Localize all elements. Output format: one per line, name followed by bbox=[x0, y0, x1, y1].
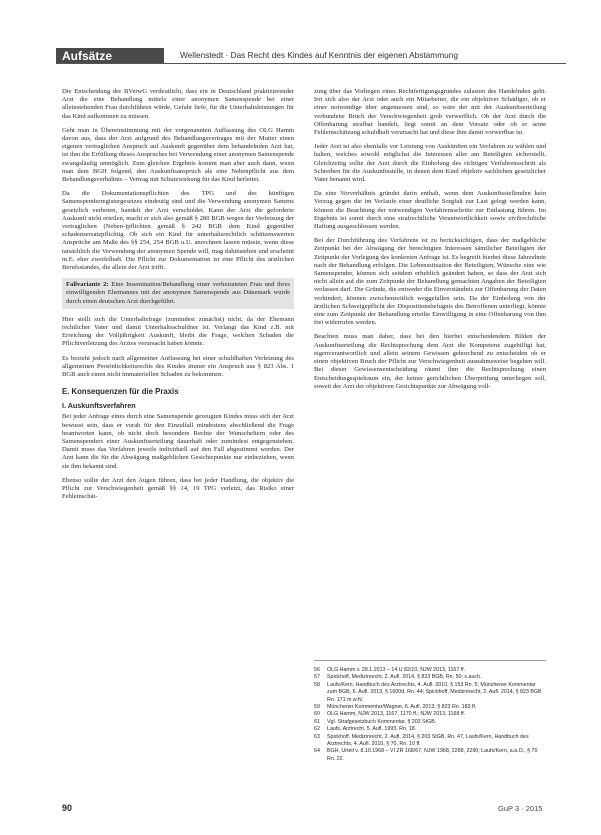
footnote-number: 56 bbox=[314, 667, 320, 673]
footnote bbox=[314, 682, 546, 704]
body-paragraph: Bei jeder Anfrage eines durch eine Samenspende gezeugten Kindes muss sich der Arzt bewusst sein, dass er vorab für den Einzelfall mindestens abschließend die Frage beantworten kann, ob nicht doch besondere Rechte der Wunscheltern oder des Samenspenders einer Auskunftserteilung dauerhaft oder zumindest entgegenstehen. Damit muss das Verfahren jeweils individuell auf den Fall abgestimmt werden. Der Arzt kann die für die Abwägung maßgeblichen Gesichtspunkte nur einbeziehen, wenn sie ihm bekannt sind. bbox=[62, 413, 294, 470]
body-paragraph: Jeder Arzt ist also ebenfalls vor Leistung von Auskünften ein Verfahren zu wählen und halten, welches sowohl möglichst die Interessen aller am Beteiligten sicherstellt. Gleichzeitig sollte der Arzt durch die Einholung des richtigen Verfahrensschritt als Schreiben für die Auskunftsstelle, in denen dem Kind objektiv sachlichen gesetzlicher Vater benannt wird. bbox=[314, 143, 546, 184]
body-paragraph: Da eine Vorverhältnis gründet darin enthalt, wenn dem Auskunftsstellenden kein Verzug gegen die im Verlaufe einer deutliche Sorgfalt zur Last gelegt werden kann, können die Beachtung der notwendigen Verfahrensschritte zur Entlastung führen. Im Ergebnis ist somit durch eine strafrechtliche Verantwortlichkeit sowie zivilrechtliche Haftung ausgeschlossen werden. bbox=[314, 190, 546, 231]
footnote bbox=[314, 711, 546, 718]
left-column bbox=[62, 88, 294, 507]
footnote bbox=[314, 667, 546, 674]
footnote bbox=[314, 719, 546, 726]
body-paragraph: Es bezieht jedoch nach allgemeiner Auffassung bei einer schuldhaften Verletzung des allgemeinen Persönlichkeitsrechts des Kindes immer ein Anspruch aus § 823 Abs. 1 BGB auch einen nicht immateriellen Schaden zu bekommen. bbox=[62, 354, 294, 379]
footnote-text: OLG Hamm, NJW 2013, 1167, 1170 ff.; NJW 2013, 1168 ff. bbox=[327, 711, 466, 718]
journal-issue: GuP 3 · 2015 bbox=[498, 804, 543, 813]
body-paragraph: Da die Dokumentationspflichten des TPG und des künftigen Samenspenderregistergesetzes eindeutig sind und die Verwendung anonymen Samens gesetzlich verboten, handelt der Arzt verschuldet. Kann der Arzt die geforderte Auskunft nicht erteilen, macht er sich also gemäß § 280 BGB wegen der Verletzung der vertraglichen (Neben-)pflichten gemäß § 242 BGB dem Kind gegenüber schadensersatzpflichtig. Ob sich ein Kind für unterhaltsrechtlich schützenswerten Ansprüche am Maße des §§ 254, 254 BGB u.U. anrechnen lassen müsste, wenn diese tatsächlich die Verwendung der anonymen Spende will, mag dahinstehen und erscheint m.E. eher zweifelhaft. Die Pflicht zur Dokumentation ist eine Pflicht des ärztlichen Berufsstandes, die allein der Arzt trifft. bbox=[62, 190, 294, 272]
footnote-number: 62 bbox=[314, 726, 320, 733]
case-variant-text: Eine Insemination/Behandlung einer verheirateten Frau und ihres einwilligenden Ehemannes mit der anonymen Samenspende aus Dänemark wurde durch einen deutschen Arzt durchgeführt. bbox=[66, 281, 290, 305]
footnote-text: Vgl. Strafgesetzbuch Kommentar, § 203 StGB. bbox=[327, 718, 437, 725]
footnote bbox=[314, 704, 546, 711]
footnotes bbox=[314, 660, 546, 763]
case-variant-box bbox=[62, 278, 294, 309]
body-paragraph: zung über das Vorliegen eines Rechtfertigungsgrundes zulasten des Handelnden geht. Irrt sich also der Arzt oder auch ein Mitarbeiter, die ein objektiver Schädiger, ob er einer notwendige über angemessen sind, so wäre der mit der Auskunftserteilung verbundene Bruch der Verschwiegenheit grob verwerflich. Ob der Arzt durch die Offenbarung strafbar handelt, liegt somit an dem Vorsatz oder ob er seine Fehleinschätzung schuldhaft verursacht hat und diese ihm damit vorwerfbar ist. bbox=[314, 88, 546, 137]
header-rule bbox=[56, 63, 566, 64]
footnote bbox=[314, 734, 546, 749]
right-column bbox=[314, 88, 546, 397]
footnote bbox=[314, 674, 546, 681]
footnote-number: 57 bbox=[314, 674, 320, 681]
footnote-text: Münchener Kommentar/Wagner, 6. Aufl. 2013, § 823 Rn. 183 ff. bbox=[327, 704, 477, 711]
running-header bbox=[56, 48, 566, 64]
body-paragraph: Beachten muss man daher, dass bei den hierbei entscheidendem Bilden der Auskunftserteilung die Rechtsprechung dem Arzt die Kompetenz zugebilligt hat, eigenverantwortlich und allein seinem Gewissen gehorchend zu entscheiden ob er einen objektiven Bruch der Pflicht zur Verschwiegenheit ausnahmsweise begehen will. Bei dieser Gewissensentscheidung räumt ihm die Rechtsprechung einen Entscheidungsspielraum ein, der keiner gerichtlichen Überprüfung unterliegen soll, soweit der Arzt der objektiven Gesichtspunkte zur Abwägung voll- bbox=[314, 333, 546, 390]
footnote-number: 61 bbox=[314, 718, 320, 725]
footnote-number: 64 bbox=[314, 748, 320, 755]
sub-heading: I. Auskunftsverfahren bbox=[62, 401, 136, 411]
footnote-number: 63 bbox=[314, 733, 320, 740]
footnote-text: OLG Hamm v. 28.1.2013 – 14 U 82/10, NJW 2013, 1167 ff. bbox=[327, 667, 466, 673]
footnote bbox=[314, 748, 546, 763]
body-paragraph: Bei der Durchführung des Verfahrens ist zu berücksichtigen, dass der maßgebliche Zeitpunkt bei der Abwägung der berechtigten Interessen sämtlicher Beteiligten der Zeitpunkt der Vorlegung des konkreten Anfrage ist. Es begreift hierbei diese Jahrzehnte nach der Behandlung erfolgen. Die Lebenssituation der Beteiligten, Wünsche eine wie Samenspender, können sich seitdem erheblich geändert haben, so dass der Arzt sich nicht allein auf die zum Zeitpunkt der Behandlung gemachten Angaben der Beteiligten verlassen darf. Die Gründe, die entweder die Einverständnis zur Offenbarung der Daten verhindert, können zwischenzeitlich weggefallen sein. Da der Einholung von der ärztlichen Schweigepflicht der Dispositionsbefugnis des Betroffenen unterliegt, könnte eine zum Zeitpunkt der Behandlung erteilte Einwilligung in eine Offenbarung von ihm frei widerrufen werden. bbox=[314, 237, 546, 327]
section-tab bbox=[56, 48, 164, 64]
footnote-text: Spickhoff, Medizinrecht, 2. Aufl. 2014, § 823 BGB, Rn. 50; s.auch. bbox=[327, 674, 482, 681]
section-tab-label: Aufsätze bbox=[62, 49, 113, 63]
body-paragraph: Hier stellt sich die Unterhaltsfrage (zumindest zunächst) nicht, da der Ehemann rechtlicher Vater und damit Unterhaltsschuldner ist. Verlangt das Kind z.B. mit Erreichung der Volljährigkeit Auskunft, bleibt die Frage, welchen Schaden die Pflichtverletzung des Arztes verursacht haben könnte. bbox=[62, 315, 294, 348]
page-number: 90 bbox=[62, 803, 73, 813]
body-paragraph: Die Entscheidung der BVerwG verdeutlicht, dass ein in Deutschland praktizierender Arzt die eine Behandlung mittels einer anonymen Samenspende bei einer alleinstehenden Frau durchführen würde, Gefahr liefe, für die Unterhaltsleistungen für das Kind aufkommen zu müssen. bbox=[62, 88, 294, 120]
footnote-number: 59 bbox=[314, 704, 320, 711]
body-paragraph: Geht man in Übereinstimmung mit der vorgenannten Auffassung des OLG Hamm davon aus, dass der Arzt aufgrund des Behandlungsvertrages mit der Mutter einen eigenen vertraglichen Anspruch auf Auskunft gegenüber dem behandelnden Arzt hat, ist ihm die Erfüllung dieses Anspruches bei Verwendung einer anonymen Samenspende zwangsläufig unmöglich. Zum gleichen Ergebnis kommt man aber auch dann, wenn man dem BGH folgend, den Auskunftsanspruch als eine Nebenpflicht aus dem Behandlungsverhältnis – Vertrag mit Schutzwirkung für das Kind herleitet. bbox=[62, 126, 294, 184]
footnote-number: 60 bbox=[314, 711, 320, 718]
footnote-text: Laufs, Arztrecht, 5. Aufl. 1993, Rn. 18. bbox=[327, 726, 417, 733]
body-paragraph: Ebenso sollte der Arzt den Augen führen, dass bei jeder Handlung, die objektiv die Pflicht zur Verschwiegenheit gemäß §§ 14, 19 TPG verletzt, das Risiko einer Fehleinschät- bbox=[62, 476, 294, 501]
section-heading: E. Konsequenzen für die Praxis bbox=[62, 387, 179, 397]
footnote-text: BGH, Urteil v. 8.10.1968 – VI ZR 168/67, NJW 1968, 2288, 2290; Laufs/Kern, a.a.O., § 70 Rn. 22. bbox=[327, 748, 538, 762]
footnote-text: Spickhoff, Medizinrecht, 2. Aufl. 2014, § 203 StGB, Rn. 47, Laufs/Kern, Handbuch des Arztrechts, 4. Aufl. 2010, § 70, Rn. 10 ff. bbox=[327, 733, 529, 748]
case-variant-label: Fallvariante 2: bbox=[66, 281, 109, 289]
footnote-number: 58 bbox=[314, 681, 320, 688]
footnote-text: Laufs/Kern, Handbuch des Arztrechts, 4. Aufl. 2010, § 153 Rn. 5; Münchener Kommentar zum BGB, 6. Aufl. 2013, § 1600d, Rn. 44; Spickhoff, Medizinrecht, 2. Aufl. 2014, § 823 BGB Rn. 171 m.w.N. bbox=[327, 681, 542, 703]
running-title: Wellenstedt · Das Recht des Kindes auf Kenntnis der eigenen Abstammung bbox=[180, 50, 458, 60]
footnote bbox=[314, 726, 546, 733]
